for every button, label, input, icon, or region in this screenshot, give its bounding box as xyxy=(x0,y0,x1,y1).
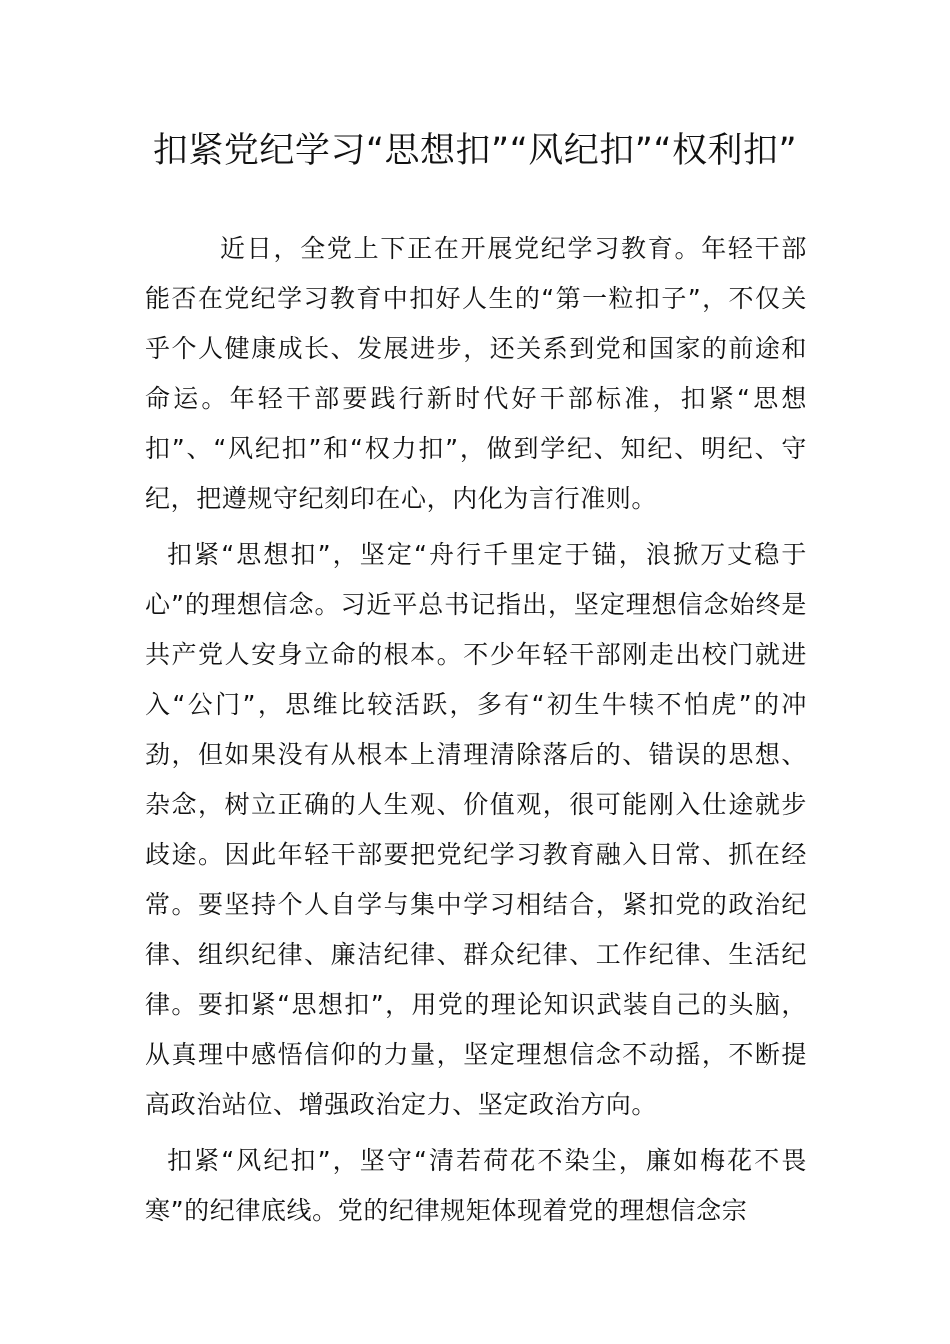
paragraph-intro: 近日，全党上下正在开展党纪学习教育。年轻干部能否在党纪学习教育中扣好人生的“第一粒扣子”，不仅关乎个人健康成长、发展进步，还关系到党和国家的前途和命运。年轻干部要践行新时代好干部标准，扣紧“思想扣”、“风纪扣”和“权力扣”，做到学纪、知纪、明纪、守纪，把遵规守纪刻印在心，内化为言行准则。 xyxy=(145,234,807,513)
paragraph-thought-button: 扣紧“思想扣”，坚定“舟行千里定于锚，浪掀万丈稳于心”的理想信念。习近平总书记指出，坚定理想信念始终是共产党人安身立命的根本。不少年轻干部刚走出校门就进入“公门”，思维比较活跃，多有“初生牛犊不怕虎”的冲劲，但如果没有从根本上清理清除落后的、错误的思想、杂念，树立正确的人生观、价值观，很可能刚入仕途就步歧途。因此年轻干部要把党纪学习教育融入日常、抓在经常。要坚持个人自学与集中学习相结合，紧扣党的政治纪律、组织纪律、廉洁纪律、群众纪律、工作纪律、生活纪律。要扣紧“思想扣”，用党的理论知识武装自己的头脑，从真理中感悟信仰的力量，坚定理想信念不动摇，不断提高政治站位、增强政治定力、坚定政治方向。 xyxy=(145,540,807,1119)
document-title: 扣紧党纪学习“思想扣”“风纪扣”“权利扣” xyxy=(152,131,798,171)
document-body xyxy=(145,224,807,1236)
paragraph-discipline-button: 扣紧“风纪扣”，坚守“清若荷花不染尘，廉如梅花不畏寒”的纪律底线。党的纪律规矩体现着党的理想信念宗 xyxy=(145,1146,807,1225)
